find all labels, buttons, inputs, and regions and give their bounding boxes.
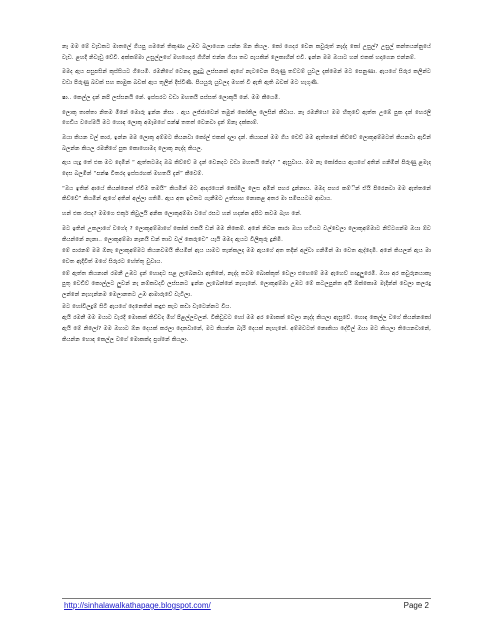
paragraph: මට හෝවිලදුම් සිටි ඇයගේ දෙනෙතින් කඳුළු කැට කඩා වැටෙන්නට විය. xyxy=(62,303,232,310)
paragraph: ඔයා කියන වල් කාර, ඉන්න මම ලොකු අම්මට කියනවා කෝල් එකක් දාලා දැන්. කියාපන් මම ගිය චෙච් මම ඇත්තනේ කිව්වේ ලොකුඅම්මටත් කියනවා ඇවින් බලන්න කියල රමනීගේ පුක කොහොමද ලොකු නැද්ද කියල. xyxy=(62,134,431,152)
blog-link[interactable]: http://sinhalawalkathapage.blogspot.com/ xyxy=(64,601,211,610)
document-body xyxy=(62,42,431,582)
paragraph: ෂා.. කෙල්ල දැන් නපි ලස්සනයි නේ. ඉස්සරට වඩා මහතයි පස්සත් ලොකුයි නේ. මම කීයෙමි. xyxy=(62,94,281,101)
page-number: Page 2 xyxy=(403,601,429,610)
paragraph: මේ පාරනම් මම ඕනෑ ලොකුඅම්මට කියනවමයි කියමින් ඇය යාමට තැන්කලද මම ඇයගේ අත තදින් අල්වා ගනිමින් මා වෙත ඇද්දෙමි. අනේ කියලන් ඇය මා වෙත ඇදිවීත් මගේ සිරුරට හේත්තු වුවාය. xyxy=(62,248,431,265)
paragraph: හන් එක රසද? මමගෙ එකුර් කිවුලයි අනික ලොකුඅම්මා වගේ රසට හන් හදන්න අපිට කවම බැහ නේ. xyxy=(62,211,302,218)
paragraph: “ඔය ඉතින් ආයේ කියන්නෙත් ඒවිම තමයි” කියමින් මට ආදරයෙන් කෝමිල ලෙස අමින් පහර දුන්නාය. මමද පහර කම්ින් ඒයි පිරෙනවා මම ඇත්තනේ කිව්වේ” කියමින් ඇගේ අතින් අල්ලා ගතිමි. ඇය අත ඉවතට ගැනීමට උත්සාහ නොකළ අතර මා සමීපයටම ආවාය. xyxy=(62,185,431,203)
paragraph: මට ඉතින් උකලාගේ වගේද ? ලොකුඅම්මාගේ කෝක් එකයි ඩන් මම නිකෙම්. අනේ නිවන කාරා ඔයා හටියට වල්වෙලා ලොකුඅම්මාට නිට්ටගන්ම ඔයා ඕව කියන්නේ නැනා.. ලොකුඅම්මා නෑනයි ඩන් තාව වල් කෙරුවෙ” යැයි මමද ඇයට විලිකුරු දුනිමි. xyxy=(62,225,431,243)
paragraph: ඇයි රමනී මම මයාට වැරදි මොකක් කිව්වද මිහ් පිළල්ලවලන්. විකිඩුවට හෝ මම අර මොකක් වෙලා නැද්ද කියලා ඇසුවේ. හොඳ කෙල්ල වගේ කියන්නකෝ ඇයි මේ නිලෝ? මම ඔහාට ඕන දෙයක් කරලා දෙනවානේ, මට කියන්න බැරි දෙයක් නැහැනේ. අම්මවටත් නොකියා දේවිල් ඔයා මට කියලා තියෙනවානේ, කියන්න හොඳ කෙල්ල වගේ මොකක්ද ප්‍රශ්නේ කියලා. xyxy=(62,315,431,343)
page-footer xyxy=(62,598,431,612)
paragraph: මමද ඇය පසුපසින් කුස්සියට ගියෙමි. රමනීගේ වෙනදා නුදුටු ලස්සනක් ඇගේ නැටවෙන පිරුණු තට්ටම් යුවල දැක්මෙන් මට පෙනුණා. ඇයගේ සිරුර කලින්ට වඩා පිරුණු බවක් සහ කාමුක බවක් ඇය තුලින් දිස්විණි. පියයුරු යුවලද මහත් වී ඇති ඇති බවක් මට හැගුණි. xyxy=(62,69,431,87)
paragraph: ඇය යැදු තේ එක මට දෙමින් “ ඇත්තටමද ඔබ කිව්වේ ම දැන් වෙනදට වඩා මහතයි නේද? ” ඇසුවාය. මම නෑ කෝජ්පය ඇයගේ අතින් ගනිමින් පිරුණු ළමැද දෙස බලමින් “පන්ෂ විතරද ඉස්සරහක් මහතයි දැන්” කීවෙම්. xyxy=(62,160,431,178)
paragraph: නෑ මම මේ වැඩකට මාතලේ ගියපු ගමනේ තිකුණා උඹව බලාගෙන යන්න ඕන කියල. කෝ ගෙදර වෙන කවුරුත් නැද්ද කෝ උසුල්? උසුල් කන්තයන්නුයේ වැඩ. ළහදී නිවැඩු වේවි. අක්කම්මා උසුල්ලගේ මහගෙදර ගිහින් එන්න ගියා තව පැයකින් ලෙකාහින් එවි. ඉන්න මම ඔයාට හන් එකක් හදාගෙන එන්නම්. xyxy=(62,44,431,61)
paragraph: මේ ඇත්ත කියනාන් රමනී උඹට දැන් හොඳට සළ ලැබෙනවා ඇතිනේ, නැද්ද තවම බොක්කුත් වෙලා එහෙමේ මම ඇහෙව් ගඥුලුරෙමි. ඔයා අර කවුරුනයාකෑ පුතු වෙඩිව් කොල්ලට ලුවන් නැ නම්කවදවී ලස්සනට ඉන්න ලැබෙන්නේ නැහැනේ. ලොකුඅම්මා උඹට මේ කටලපුන්ත අයී ඕක්කොම මැදින්න් වෙලා කලරදු ලන්නේ නැහැන්නම මෙලානතට උඹ ආමාරුවේ වැටිලා. xyxy=(62,270,431,299)
paragraph: ලොකු තාත්තා නිතම මිනේ මොරු ඉන්න නිසා . ඇය ලජ්ජාවෙන් තමුන් කෝතිල ලෙසින් කීවාය. නෑ රමනීයෙ! මම හිතුවේ ඇත්ත උඹේ පුක දැන් හෙරලි ගෙඩිය වගේමයි මට හොඳ ලොකු අමෑමගේ පන්ෂ් තතත් වෙනවා දැන් ඕනෑ දක්කාම්. xyxy=(62,109,431,127)
footer-divider xyxy=(62,598,431,599)
